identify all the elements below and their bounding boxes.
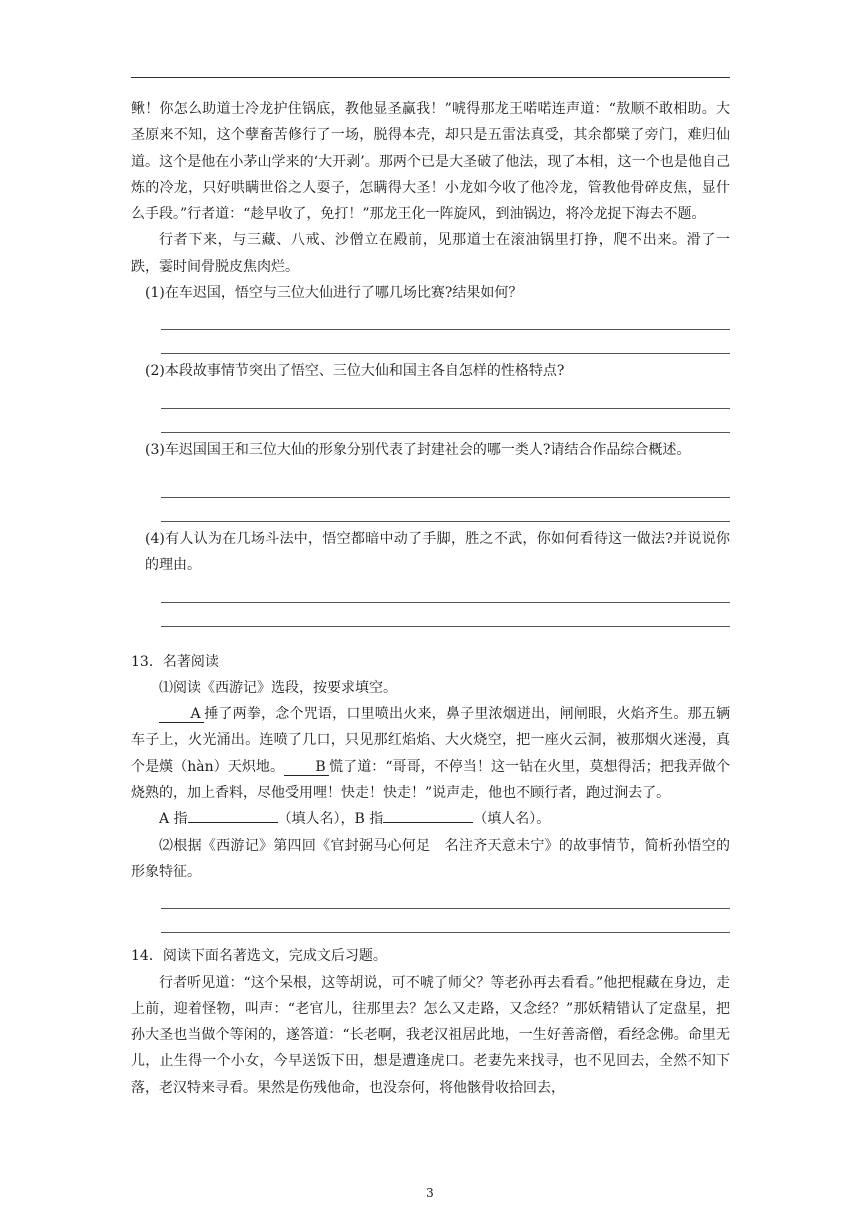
q13-passage — [131, 701, 730, 806]
passage-paragraph: 行者下来，与三藏、八戒、沙僧立在殿前，见那道士在滚油锅里打挣，爬不出来。滑了一跌，霎时间骨脱皮焦肉烂。 — [131, 232, 730, 275]
answer-line[interactable] — [161, 385, 730, 409]
question-3: (3)车迟国国王和三位大仙的形象分别代表了封建社会的哪一类人?请结合作品综合概述。 — [145, 441, 691, 458]
question-2: (2)本段故事情节突出了悟空、三位大仙和国主各自怎样的性格特点? — [145, 363, 565, 380]
q13-passage-b: 慌了道：“哥哥，不停当！这一钻在火里，莫想得活；把我弄做个烧熟的，加上香料，尽他受用哩！快走！快走！”说声走，他也不顾行者，跑过涧去了。 — [131, 758, 730, 802]
blank-letter-b: B — [284, 759, 329, 776]
fill-a-label: A 指 — [159, 811, 188, 828]
answer-line[interactable] — [161, 909, 730, 933]
answer-line[interactable] — [161, 409, 730, 433]
question-4: (4)有人认为在几场斗法中，悟空都暗中动了手脚，胜之不武，你如何看待这一做法?并说说你的理由。 — [145, 530, 730, 574]
answer-line[interactable] — [161, 306, 730, 330]
fill-end-label: （填人名）。 — [473, 811, 551, 828]
question-1: (1)在车迟国，悟空与三位大仙进行了哪几场比赛?结果如何？ — [145, 285, 523, 302]
answer-line[interactable] — [161, 498, 730, 522]
passage-paragraph: 鳅！你怎么助道士冷龙护住锅底，教他显圣赢我！”唬得那龙王喏喏连声道：“敖顺不敢相助。大圣原来不知，这个孽畜苦修行了一场，脱得本壳，却只是五雷法真受，其余都檗了旁门，难归仙道。这个是他在小茅山学来的‘大开剥’。那两个已是大圣破了他法，现了本相，这一个也是他自己炼的冷龙，只好哄瞒世俗之人耍子，怎瞒得大圣！小龙如今收了他冷龙，管教他骨碎皮焦，显什么手段。”行者道：“趁早收了，免打！”那龙王化一阵旋风，到油锅边，将冷龙捉下海去不题。 — [131, 101, 730, 223]
question-13-sub1: ⑴阅读《西游记》选段，按要求填空。 — [159, 679, 397, 696]
question-14-title: 14．阅读下面名著选文，完成文后习题。 — [131, 948, 387, 965]
fill-blank-b[interactable] — [383, 822, 473, 823]
fill-b-label: （填人名），B 指 — [277, 811, 384, 828]
answer-line[interactable] — [161, 463, 730, 498]
q13-passage-a: 捶了两拳，念个咒语，口里喷出火来，鼻子里浓烟迸出，闸闸眼，火焰齐生。那五辆车子上，火光涌出。连喷了几口，只见那红焰焰、大火烧空，把一座火云洞，被那烟火迷漫，真个是熯（hàn）天炽地。 — [131, 706, 730, 775]
fill-blank-a[interactable] — [188, 822, 278, 823]
page-content — [131, 96, 730, 1101]
question-13-sub2: ⑵根据《西游记》第四回《官封弼马心何足 名注齐天意未宁》的故事情节，简析孙悟空的形象特征。 — [131, 837, 730, 880]
answer-line[interactable] — [161, 330, 730, 354]
page-number: 3 — [426, 1186, 434, 1200]
blank-letter-a: A — [159, 706, 204, 723]
question-13-title: 13．名著阅读 — [131, 653, 219, 670]
answer-line[interactable] — [161, 603, 730, 627]
answer-line[interactable] — [161, 579, 730, 603]
q13-fill-line — [131, 806, 730, 832]
answer-line[interactable] — [161, 885, 730, 909]
q14-passage: 行者听见道：“这个呆根，这等胡说，可不唬了师父？等老孙再去看看。”他把棍藏在身边，走上前，迎着怪物，叫声：“老官儿，往那里去？怎么又走路，又念经？”那妖精错认了定盘星，把孙大圣也当做个等闲的，遂答道：“长老啊，我老汉祖居此地，一生好善斋僧，看经念佛。命里无儿，止生得一个小女，今早送饭下田，想是遭逢虎口。老妻先来找寻，也不见回去，全然不知下落，老汉特来寻看。果然是伤残他命，也没奈何，将他骸骨收拾回去， — [131, 974, 730, 1096]
header-rule — [131, 77, 730, 78]
